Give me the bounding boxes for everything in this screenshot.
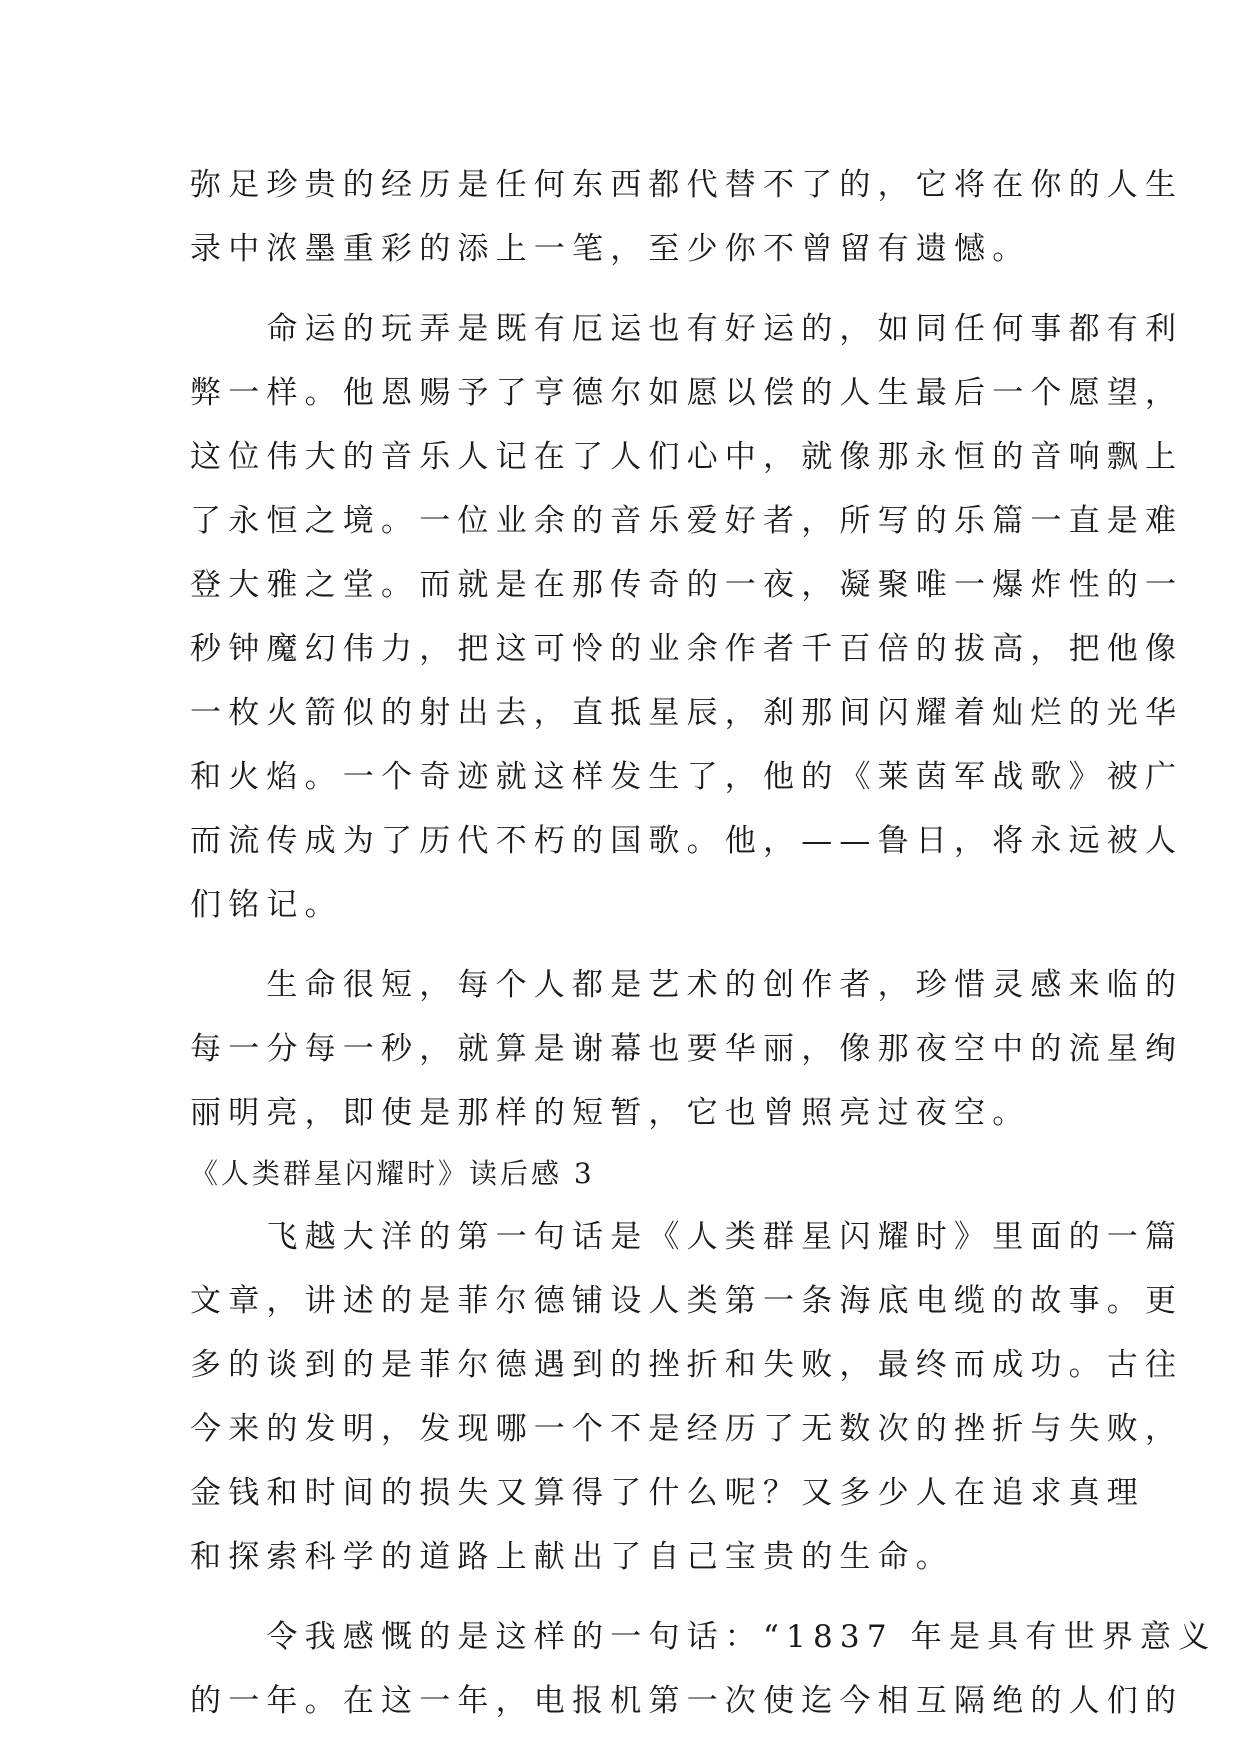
section-heading: 《人类群星闪耀时》读后感 3 [190, 1157, 595, 1190]
document-page [190, 153, 1217, 1733]
paragraph-4 [190, 1205, 1184, 1589]
text-line: 录中浓墨重彩的添上一笔，至少你不曾留有遗憾。 [190, 231, 1031, 267]
text-line: 命运的玩弄是既有厄运也有好运的，如同任何事都有利 [190, 311, 1184, 347]
text-line: 今来的发明，发现哪一个不是经历了无数次的挫折与失败， [190, 1411, 1184, 1447]
paragraph-5 [190, 1605, 1217, 1733]
text-line: 弥足珍贵的经历是任何东西都代替不了的，它将在你的人生 [190, 167, 1184, 203]
text-line: 秒钟魔幻伟力，把这可怜的业余作者千百倍的拔高，把他像 [190, 631, 1184, 667]
text-line: 了永恒之境。一位业余的音乐爱好者，所写的乐篇一直是难 [190, 503, 1184, 539]
text-line: 们铭记。 [190, 887, 343, 923]
text-line: 和火焰。一个奇迹就这样发生了，他的《莱茵军战歌》被广 [190, 759, 1184, 795]
text-line: 登大雅之堂。而就是在那传奇的一夜，凝聚唯一爆炸性的一 [190, 567, 1184, 603]
paragraph-2 [190, 297, 1184, 937]
text-line: 一枚火箭似的射出去，直抵星辰，刹那间闪耀着灿烂的光华 [190, 695, 1184, 731]
paragraph-3 [190, 953, 1184, 1145]
text-line: 和探索科学的道路上献出了自己宝贵的生命。 [190, 1539, 954, 1575]
text-line: 弊一样。他恩赐予了亨德尔如愿以偿的人生最后一个愿望， [190, 375, 1184, 411]
text-line: 多的谈到的是菲尔德遇到的挫折和失败，最终而成功。古往 [190, 1347, 1184, 1383]
text-line: 文章，讲述的是菲尔德铺设人类第一条海底电缆的故事。更 [190, 1283, 1184, 1319]
text-line: 生命很短，每个人都是艺术的创作者，珍惜灵感来临的 [190, 967, 1184, 1003]
text-line: 金钱和时间的损失又算得了什么呢？又多少人在追求真理 [190, 1475, 1145, 1511]
text-line: 的一年。在这一年，电报机第一次使迄今相互隔绝的人们的 [190, 1683, 1184, 1719]
text-line: 每一分每一秒，就算是谢幕也要华丽，像那夜空中的流星绚 [190, 1031, 1184, 1067]
text-line: 丽明亮，即使是那样的短暂，它也曾照亮过夜空。 [190, 1095, 1031, 1131]
text-line: 而流传成为了历代不朽的国歌。他，——鲁日，将永远被人 [190, 823, 1184, 859]
paragraph-1 [190, 153, 1184, 281]
text-line: 令我感慨的是这样的一句话：“1837 年是具有世界意义 [190, 1619, 1217, 1655]
text-line: 这位伟大的音乐人记在了人们心中，就像那永恒的音响飘上 [190, 439, 1184, 475]
text-line: 飞越大洋的第一句话是《人类群星闪耀时》里面的一篇 [190, 1219, 1184, 1255]
